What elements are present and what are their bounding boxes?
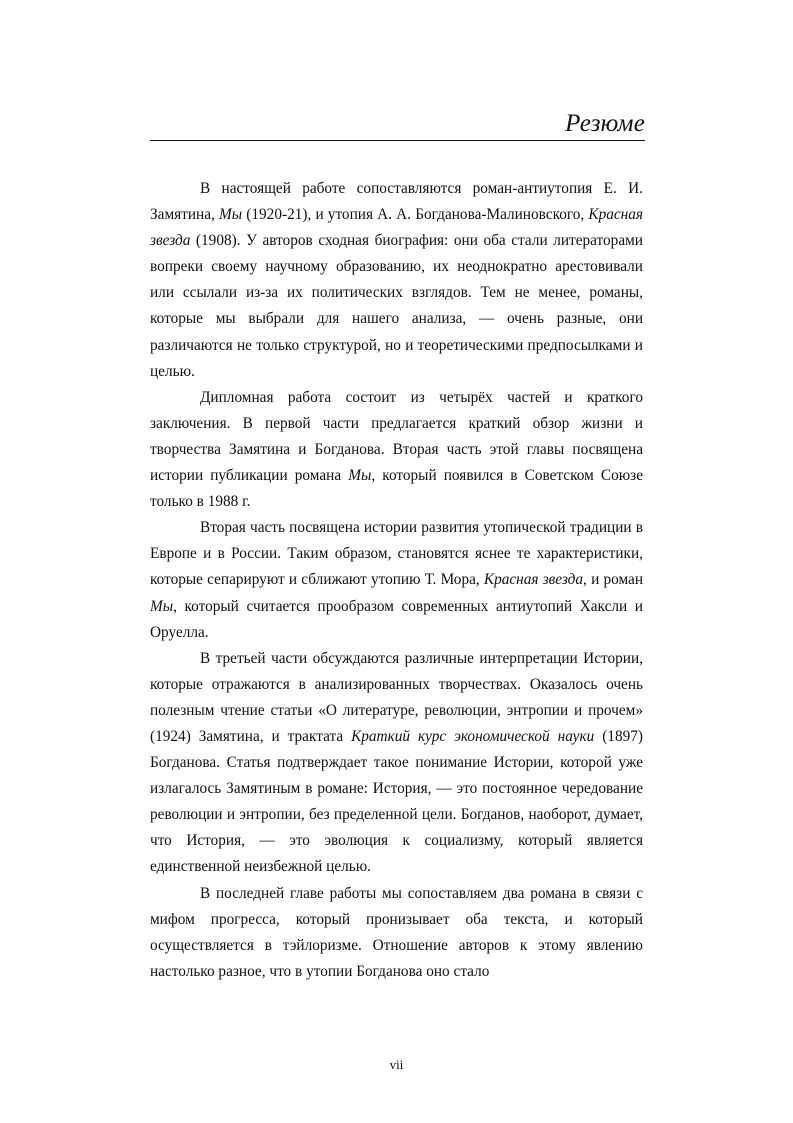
italic-title-text: Мы xyxy=(150,597,174,615)
paragraph-text: В настоящей работе сопоставляются роман-антиутопия Е. И. Замятина, xyxy=(150,180,643,224)
page-number: vii xyxy=(389,1057,404,1072)
paragraph xyxy=(150,515,643,645)
italic-title-text: Мы xyxy=(348,467,372,485)
paragraph-text: (1908). У авторов сходная биография: они оба стали литераторами вопреки своему научному образованию, их неоднократно арестовивали или ссылали из-за их политических взглядов. Тем не менее, романы, которые мы выбрали для нашего анализа, — очень разные, они различаются не только структурой, но и теоретическими предпосылками и целью. xyxy=(150,232,643,380)
paragraph-text: (1920-21), и утопия А. А. Богданова-Малиновского, xyxy=(242,206,589,224)
italic-title-text: Мы xyxy=(219,206,243,224)
italic-title-text: Красная звезда xyxy=(483,571,584,589)
italic-title-text: Краткий курс экономической науки xyxy=(351,727,595,745)
running-header xyxy=(150,108,645,141)
paragraph xyxy=(150,881,643,985)
paragraph xyxy=(150,646,643,881)
paragraph-text: В последней главе работы мы сопоставляем два романа в связи с мифом прогресса, который пронизывает оба текста, и который осуществляется в тэйлоризме. Отношение авторов к этому явлению настолько разное, что в утопии Богданова оно стало xyxy=(150,884,643,980)
italic-title-text: Красная звезда xyxy=(150,206,643,250)
paragraph xyxy=(150,385,643,515)
paragraph-text: (1897) Богданова. Статья подтверждает такое понимание Истории, которой уже излагалось Замятиным в романе: История, — это постоянное чередование революции и энтропии, без пределенной цели. Богданов, наоборот, думает, что История, — это эволюция к социализму, который является единственной неизбежной целью. xyxy=(150,727,643,876)
paragraph xyxy=(150,176,643,385)
paragraph-text: В третьей части обсуждаются различные интерпретации Истории, которые отражаются в анализированных творчествах. Оказалось очень полезным чтение статьи «О литературе, революции, энтропии и прочем» (1924) Замятина, и трактата xyxy=(150,649,643,745)
section-title: Резюме xyxy=(565,110,645,137)
paragraph-text: , который появился в Советском Союзе только в 1988 г. xyxy=(150,467,643,511)
paragraph-text: , который считается прообразом современных антиутопий Хаксли и Оруелла. xyxy=(150,597,643,641)
paragraph-text: Вторая часть посвящена истории развития утопической традиции в Европе и в России. Таким образом, становятся яснее те характеристики, которые сепарируют и сближают утопию Т. Мора, xyxy=(150,519,643,589)
paragraph-text: , и роман xyxy=(583,571,644,589)
body-text xyxy=(150,176,643,985)
paragraph-text: Дипломная работа состоит из четырёх частей и краткого заключения. В первой части предлагается краткий обзор жизни и творчества Замятина и Богданова. Вторая часть этой главы посвящена истории публикации романа xyxy=(150,388,643,485)
